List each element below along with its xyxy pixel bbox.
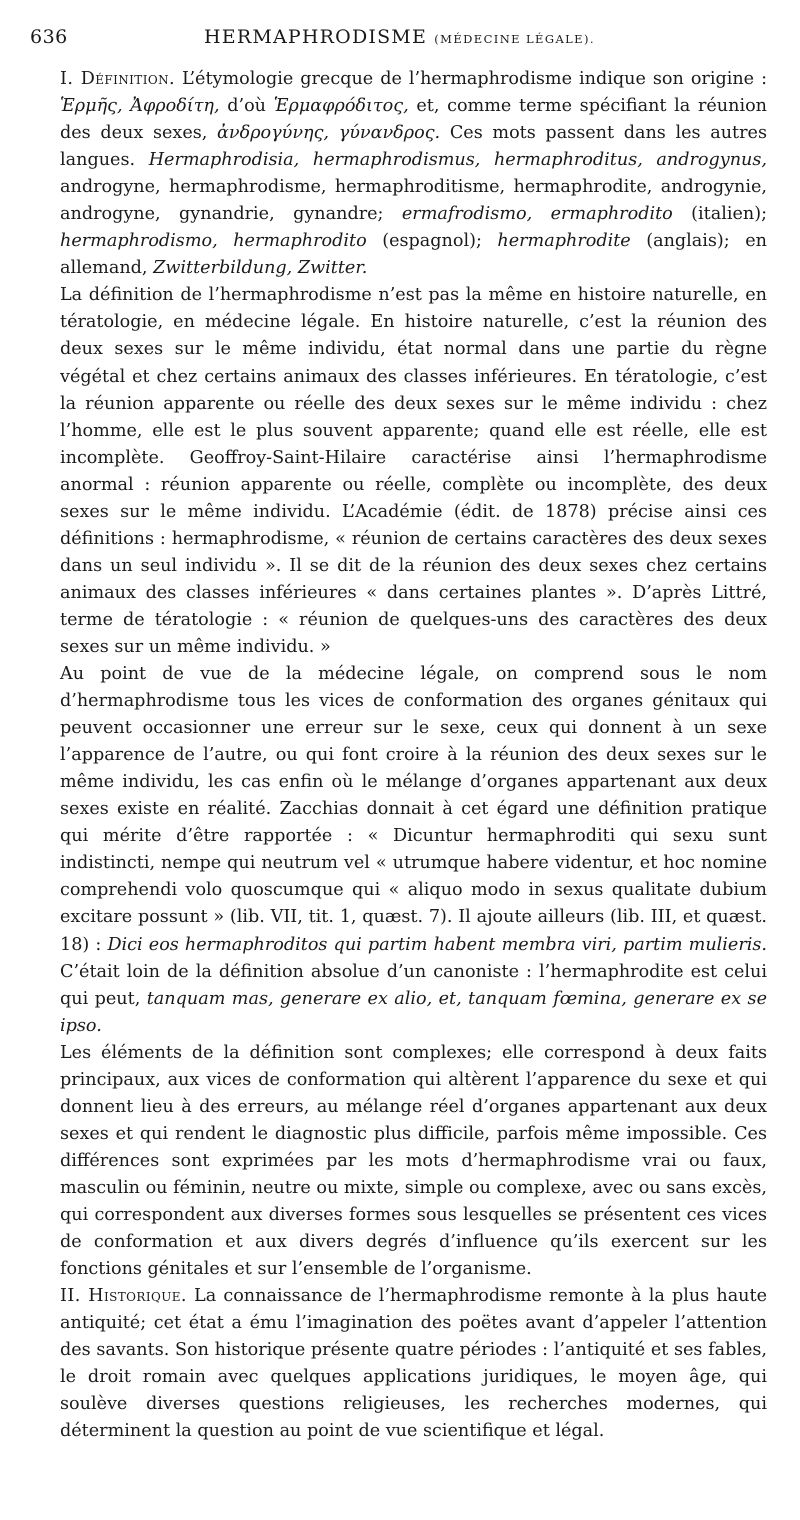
text-run: Ces mots passent dans les autres langues. (60, 123, 767, 171)
italic-run: Zwitterbildung, Zwitter. (153, 258, 368, 279)
section-heading-definition: I. Définition. (60, 69, 175, 89)
italic-run: hermaphrodismo, hermaphrodito (60, 231, 367, 252)
page-number: 636 (30, 26, 68, 48)
running-header (30, 24, 765, 54)
text-run: C’était loin de la définition absolue d’un canoniste : l’hermaphrodite est celui qui peut, (60, 961, 767, 1009)
section-heading-historique: II. Historique. (60, 1286, 187, 1307)
text-run: et, comme terme spécifiant la réunion des deux sexes, (60, 96, 767, 144)
italic-run: Dici eos hermaphroditos qui partim habent membra viri, partim mulieris. (107, 934, 767, 955)
paragraph-definition-2: La définition de l’hermaphrodisme n’est pas la même en histoire naturelle, en tératologie, en médecine légale. En histoire naturelle, c’est la réunion des deux sexes sur le même individu, état normal dans une partie du règne végétal et chez certains animaux des classes inférieures. En tératologie, c’est la réunion apparente ou réelle des deux sexes sur le même individu : chez l’homme, elle est le plus souvent apparente; quand elle est réelle, elle est incomplète. Geoffroy-Saint-Hilaire caractérise ainsi l’hermaphrodisme anormal : réunion apparente ou réelle, complète ou incomplète, des deux sexes sur le même individu. L’Académie (édit. de 1878) précise ainsi ces définitions : hermaphrodisme, « réunion de certains caractères des deux sexes dans un seul individu ». Il se dit de la réunion des deux sexes chez certains animaux des classes inférieures « dans certaines plantes ». D’après Littré, terme de tératologie : « réunion de quelques-uns des caractères des deux sexes sur un même individu. » (60, 285, 767, 657)
text-run: Au point de vue de la médecine légale, on comprend sous le nom d’hermaphrodisme tous les vices de conformation des organes génitaux qui peuvent occasionner une erreur sur le sexe, ceux qui donnent à un sexe l’apparence de l’autre, ou qui font croire à la réunion des deux sexes sur le même individu, les cas enfin où le mélange d’organes appartenant aux deux sexes existe en réalité. Zacchias donnait à cet égard une définition pratique qui mérite d’être rapportée : « Dicuntur hermaphroditi qui sexu sunt indistincti, nempe qui neutrum vel « utrumque habere videntur, et hoc nomine comprehendi volo quoscumque qui « aliquo modo in sexus qualitate dubium excitare possunt » (lib. VII, tit. 1, quæst. 7). Il ajoute ailleurs (lib. III, et quæst. 18) : (60, 664, 767, 955)
italic-run: Hermaphrodisia, hermaphrodismus, hermaphroditus, androgynus, (148, 150, 768, 171)
running-title-main: HERMAPHRODISME (204, 26, 428, 48)
text-run: androgyne, hermaphrodisme, hermaphroditisme, hermaphrodite, androgynie, androgyne, gynandrie, gynandre; (60, 177, 767, 225)
paragraph-definition-3 (60, 661, 767, 1040)
paragraph-definition-intro (60, 66, 767, 282)
historique-text: La connaissance de l’hermaphrodisme remonte à la plus haute antiquité; cet état a ému l’imagination des poëtes avant d’appeler l’attention des savants. Son historique présente quatre périodes : l’antiquité et ses fables, le droit romain avec quelques applications juridiques, le moyen âge, qui soulève diverses questions religieuses, les recherches modernes, qui déterminent la question au point de vue scientifique et légal. (60, 1286, 767, 1442)
paragraph-definition-4: Les éléments de la définition sont complexes; elle correspond à deux faits principaux, aux vices de conformation qui altèrent l’apparence du sexe et qui donnent lieu à des erreurs, au mélange réel d’organes appartenant aux deux sexes et qui rendent le diagnostic plus difficile, parfois même impossible. Ces différences sont exprimées par les mots d’hermaphrodisme vrai ou faux, masculin ou féminin, neutre ou mixte, simple ou complexe, avec ou sans excès, qui correspondent aux diverses formes sous lesquelles se présentent ces vices de conformation et aux divers degrés d’influence qu’ils exercent sur les fonctions génitales et sur l’ensemble de l’organisme. (60, 1042, 767, 1280)
italic-run: tanquam mas, generare ex alio, et, tanquam fœmina, generare ex se ipso. (60, 988, 767, 1036)
running-title-sub: (MÉDECINE LÉGALE). (434, 32, 595, 46)
running-title (204, 26, 595, 48)
italic-run: ermafrodismo, ermaphrodito (401, 204, 673, 225)
text-run: (italien); (672, 204, 768, 225)
text-run: d’où (219, 96, 274, 117)
greek-run: Ἑρμῆς, Ἀφροδίτη, (60, 96, 220, 117)
body-text (60, 66, 767, 1445)
text-run: (anglais); en allemand, (60, 231, 767, 279)
text-run: (espagnol); (366, 231, 498, 252)
greek-run: Ἑρμαφρόδιτος, (273, 96, 409, 117)
greek-run: ἀνδρογύνης, γύνανδρος. (217, 123, 441, 144)
paragraph-historique (60, 1283, 767, 1445)
text-run: L’étymologie grecque de l’hermaphrodisme indique son origine : (175, 69, 768, 89)
definition-intro-runs (60, 69, 767, 278)
italic-run: hermaphrodite (497, 231, 631, 252)
